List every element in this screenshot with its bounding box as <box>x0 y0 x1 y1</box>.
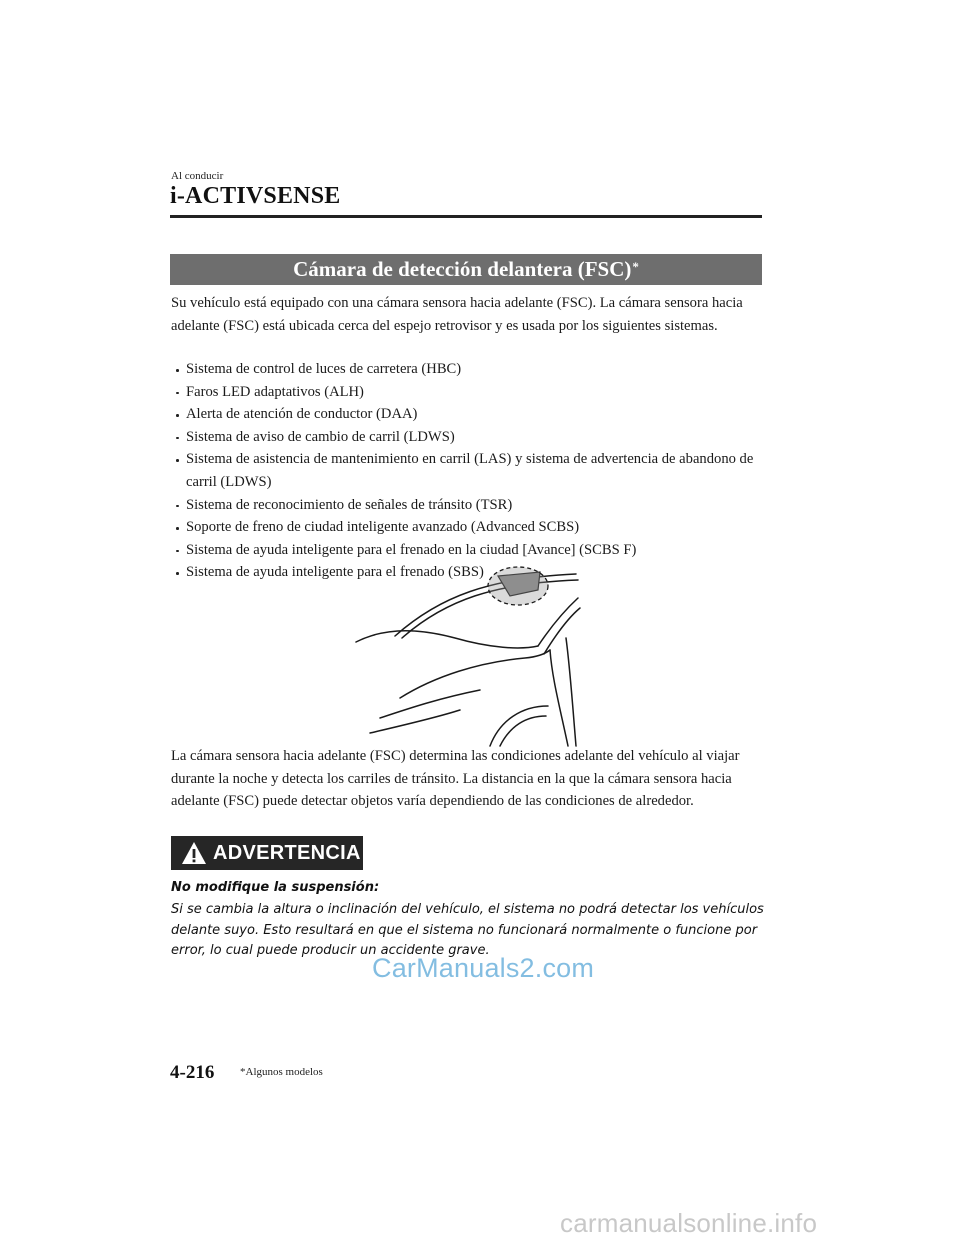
list-item: Sistema de ayuda inteligente para el frenado (SBS) <box>175 561 765 584</box>
warning-title: No modifique la suspensión: <box>171 880 380 895</box>
systems-list <box>175 358 765 584</box>
list-item: Alerta de atención de conductor (DAA) <box>175 403 765 426</box>
footnote: *Algunos modelos <box>240 1066 323 1078</box>
list-item: Sistema de asistencia de mantenimiento en carril (LAS) y sistema de advertencia de abandono de carril (LDWS) <box>175 448 765 493</box>
chapter-divider <box>170 215 762 218</box>
chapter-title: i-ACTIVSENSE <box>170 183 341 209</box>
description-paragraph: La cámara sensora hacia adelante (FSC) determina las condiciones adelante del vehículo al viajar durante la noche y detecta los carriles de tránsito. La distancia en la que la cámara sensora hacia adelante (FSC) puede detectar objetos varía dependiendo de las condiciones de alrededor. <box>171 748 740 809</box>
section-banner <box>170 254 762 285</box>
list-item: Soporte de freno de ciudad inteligente avanzado (Advanced SCBS) <box>175 516 765 539</box>
camera-location-illustration <box>340 558 590 748</box>
list-item: Sistema de control de luces de carretera (HBC) <box>175 358 765 381</box>
warning-label: ADVERTENCIA <box>213 841 361 864</box>
optional-model-mark: * <box>632 258 639 274</box>
warning-body: Si se cambia la altura o inclinación del vehículo, el sistema no podrá detectar los vehículos delante suyo. Esto resultará en que el sistema no funcionará normalmente o funcione por error, lo cual puede producir un accidente grave. <box>171 902 764 958</box>
section-label: Al conducir <box>171 170 224 182</box>
page-number: 4-216 <box>170 1062 215 1083</box>
warning-triangle-icon <box>181 841 207 865</box>
list-item: Sistema de aviso de cambio de carril (LDWS) <box>175 426 765 449</box>
warning-badge <box>171 836 363 870</box>
site-watermark: carmanualsonline.info <box>560 1208 818 1238</box>
list-item: Sistema de ayuda inteligente para el frenado en la ciudad [Avance] (SCBS F) <box>175 539 765 562</box>
list-item: Faros LED adaptativos (ALH) <box>175 381 765 404</box>
intro-paragraph: Su vehículo está equipado con una cámara sensora hacia adelante (FSC). La cámara sensora hacia adelante (FSC) está ubicada cerca del espejo retrovisor y es usada por los siguientes sistemas. <box>171 295 743 334</box>
watermark-text: CarManuals2.com <box>372 953 595 983</box>
section-title: Cámara de detección delantera (FSC) <box>293 257 632 281</box>
list-item: Sistema de reconocimiento de señales de tránsito (TSR) <box>175 494 765 517</box>
